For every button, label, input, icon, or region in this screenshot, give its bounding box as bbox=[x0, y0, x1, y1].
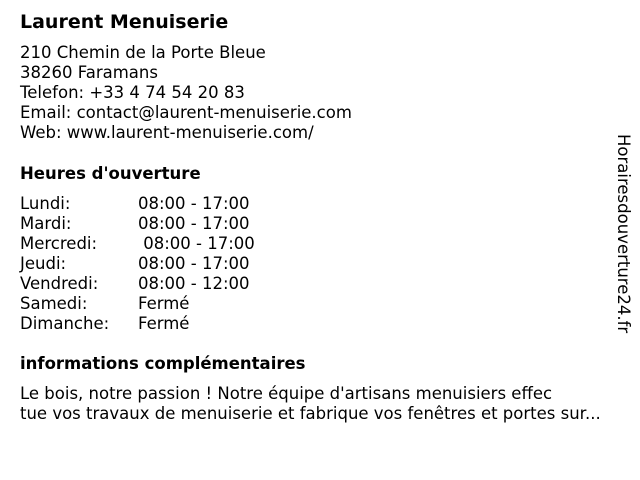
watermark-text: Horairesdouverture24.fr bbox=[614, 134, 633, 334]
phone-number: Telefon: +33 4 74 54 20 83 bbox=[20, 83, 245, 102]
business-description bbox=[20, 384, 632, 424]
email-address: Email: contact@laurent-menuiserie.com bbox=[20, 103, 352, 122]
time-range: Fermé bbox=[138, 314, 190, 333]
time-range: Fermé bbox=[138, 294, 190, 313]
day-label: Dimanche: bbox=[20, 314, 110, 333]
website-url: Web: www.laurent-menuiserie.com/ bbox=[20, 123, 314, 142]
description-line: tue vos travaux de menuiserie et fabrique vos fenêtres et portes sur... bbox=[20, 404, 601, 423]
time-range: 08:00 - 17:00 bbox=[138, 254, 250, 273]
time-range: 08:00 - 17:00 bbox=[138, 214, 250, 233]
business-name: Laurent Menuiserie bbox=[20, 11, 229, 33]
site-watermark bbox=[612, 134, 634, 374]
day-label: Lundi: bbox=[20, 194, 71, 213]
time-range: 08:00 - 17:00 bbox=[138, 194, 250, 213]
day-label: Vendredi: bbox=[20, 274, 99, 293]
address-street: 210 Chemin de la Porte Bleue bbox=[20, 43, 266, 62]
description-line: Le bois, notre passion ! Notre équipe d'artisans menuisiers effec bbox=[20, 384, 553, 403]
day-label: Jeudi: bbox=[20, 254, 67, 273]
day-label: Samedi: bbox=[20, 294, 88, 313]
contact-block bbox=[20, 43, 352, 143]
time-range: 08:00 - 12:00 bbox=[138, 274, 250, 293]
time-range: 08:00 - 17:00 bbox=[138, 234, 255, 253]
day-label: Mercredi: bbox=[20, 234, 98, 253]
opening-hours-heading: Heures d'ouverture bbox=[20, 164, 201, 183]
address-city: 38260 Faramans bbox=[20, 63, 158, 82]
day-label: Mardi: bbox=[20, 214, 72, 233]
additional-info-heading: informations complémentaires bbox=[20, 354, 306, 373]
